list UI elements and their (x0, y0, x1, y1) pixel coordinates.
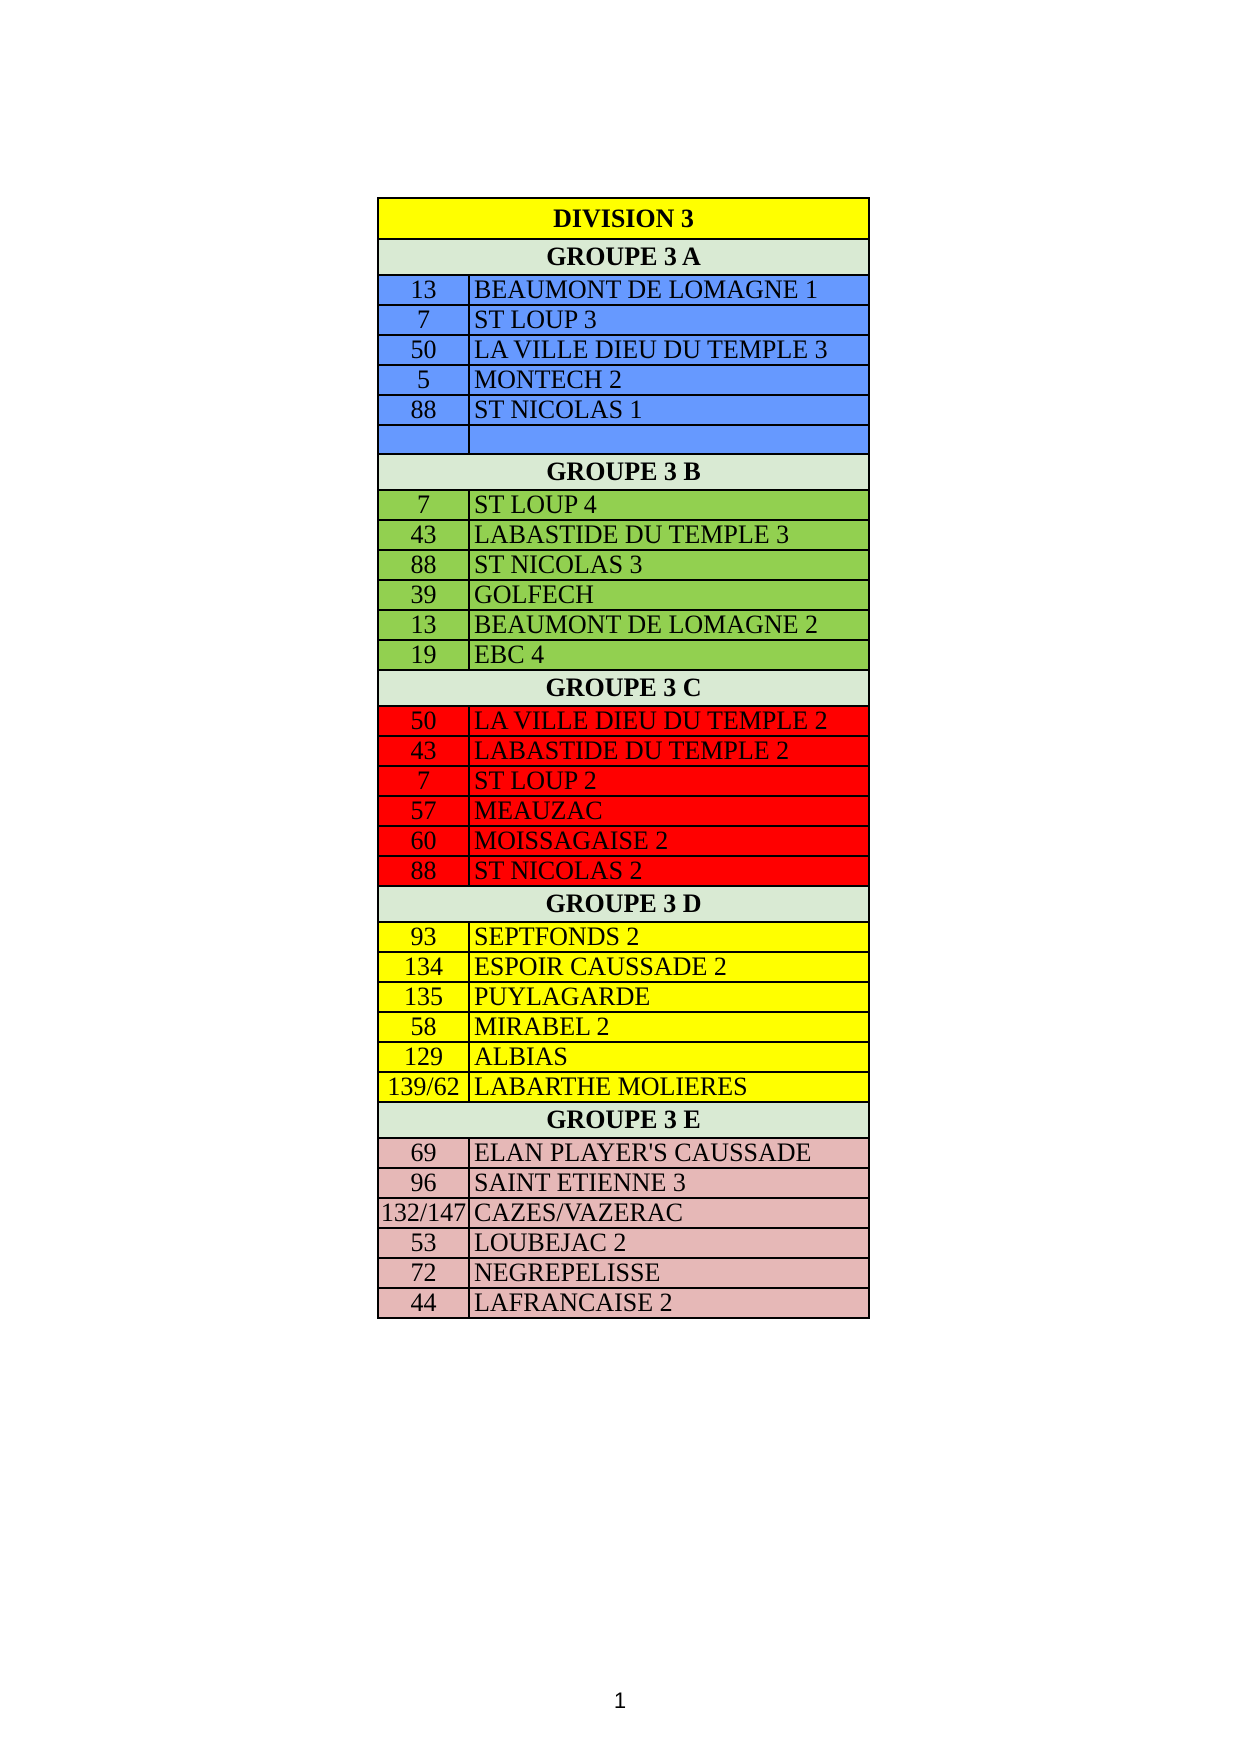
page-number: 1 (613, 1688, 627, 1713)
team-name: ST NICOLAS 2 (469, 856, 869, 886)
team-number: 96 (378, 1168, 469, 1198)
team-name: MIRABEL 2 (469, 1012, 869, 1042)
team-name: ALBIAS (469, 1042, 869, 1072)
division-title-row (378, 198, 869, 239)
team-number: 139/62 (378, 1072, 469, 1102)
team-row (378, 305, 869, 335)
team-name: ST NICOLAS 1 (469, 395, 869, 425)
team-name: BEAUMONT DE LOMAGNE 1 (469, 275, 869, 305)
team-row (378, 640, 869, 670)
team-row (378, 610, 869, 640)
team-row (378, 395, 869, 425)
team-number: 135 (378, 982, 469, 1012)
team-number: 57 (378, 796, 469, 826)
team-row (378, 335, 869, 365)
team-row (378, 952, 869, 982)
team-row (378, 826, 869, 856)
division-title: DIVISION 3 (378, 198, 869, 239)
team-number: 7 (378, 305, 469, 335)
team-number: 69 (378, 1138, 469, 1168)
team-number: 53 (378, 1228, 469, 1258)
team-number: 88 (378, 550, 469, 580)
team-number: 93 (378, 922, 469, 952)
team-number: 88 (378, 856, 469, 886)
team-number: 5 (378, 365, 469, 395)
team-row (378, 1138, 869, 1168)
team-number: 132/147 (378, 1198, 469, 1228)
team-name: ST NICOLAS 3 (469, 550, 869, 580)
group-header-row (378, 239, 869, 275)
team-name: NEGREPELISSE (469, 1258, 869, 1288)
team-row (378, 706, 869, 736)
team-name: PUYLAGARDE (469, 982, 869, 1012)
team-row (378, 736, 869, 766)
group-header: GROUPE 3 A (378, 239, 869, 275)
group-header: GROUPE 3 B (378, 454, 869, 490)
team-number: 19 (378, 640, 469, 670)
team-row (378, 1012, 869, 1042)
team-name: GOLFECH (469, 580, 869, 610)
team-name: SEPTFONDS 2 (469, 922, 869, 952)
team-name: MONTECH 2 (469, 365, 869, 395)
team-number: 7 (378, 490, 469, 520)
team-number (378, 425, 469, 454)
team-name: CAZES/VAZERAC (469, 1198, 869, 1228)
team-number: 7 (378, 766, 469, 796)
team-number: 72 (378, 1258, 469, 1288)
team-name: ST LOUP 3 (469, 305, 869, 335)
team-name: MEAUZAC (469, 796, 869, 826)
team-name (469, 425, 869, 454)
team-number: 88 (378, 395, 469, 425)
team-number: 50 (378, 335, 469, 365)
team-name: ST LOUP 2 (469, 766, 869, 796)
team-number: 129 (378, 1042, 469, 1072)
team-row (378, 1168, 869, 1198)
division-table (377, 197, 870, 1319)
group-header-row (378, 454, 869, 490)
team-name: SAINT ETIENNE 3 (469, 1168, 869, 1198)
team-row (378, 1072, 869, 1102)
team-row (378, 1228, 869, 1258)
team-number: 43 (378, 736, 469, 766)
team-name: LOUBEJAC 2 (469, 1228, 869, 1258)
team-number: 60 (378, 826, 469, 856)
team-name: BEAUMONT DE LOMAGNE 2 (469, 610, 869, 640)
team-name: LAFRANCAISE 2 (469, 1288, 869, 1318)
team-row (378, 425, 869, 454)
team-row (378, 922, 869, 952)
team-row (378, 856, 869, 886)
team-number: 39 (378, 580, 469, 610)
group-header-row (378, 1102, 869, 1138)
team-name: EBC 4 (469, 640, 869, 670)
team-row (378, 1198, 869, 1228)
team-row (378, 1288, 869, 1318)
team-name: ESPOIR CAUSSADE 2 (469, 952, 869, 982)
team-row (378, 766, 869, 796)
group-header: GROUPE 3 C (378, 670, 869, 706)
team-row (378, 520, 869, 550)
team-name: ELAN PLAYER'S CAUSSADE (469, 1138, 869, 1168)
team-row (378, 365, 869, 395)
team-name: MOISSAGAISE 2 (469, 826, 869, 856)
team-number: 134 (378, 952, 469, 982)
team-row (378, 550, 869, 580)
team-row (378, 1042, 869, 1072)
team-name: LA VILLE DIEU DU TEMPLE 2 (469, 706, 869, 736)
team-number: 13 (378, 610, 469, 640)
group-header: GROUPE 3 E (378, 1102, 869, 1138)
team-name: LABASTIDE DU TEMPLE 3 (469, 520, 869, 550)
team-number: 44 (378, 1288, 469, 1318)
team-number: 43 (378, 520, 469, 550)
team-name: ST LOUP 4 (469, 490, 869, 520)
team-row (378, 580, 869, 610)
group-header-row (378, 670, 869, 706)
team-number: 50 (378, 706, 469, 736)
team-row (378, 1258, 869, 1288)
team-name: LABARTHE MOLIERES (469, 1072, 869, 1102)
team-row (378, 490, 869, 520)
team-row (378, 275, 869, 305)
group-header-row (378, 886, 869, 922)
team-name: LABASTIDE DU TEMPLE 2 (469, 736, 869, 766)
team-row (378, 982, 869, 1012)
team-row (378, 796, 869, 826)
team-name: LA VILLE DIEU DU TEMPLE 3 (469, 335, 869, 365)
team-number: 13 (378, 275, 469, 305)
team-number: 58 (378, 1012, 469, 1042)
group-header: GROUPE 3 D (378, 886, 869, 922)
